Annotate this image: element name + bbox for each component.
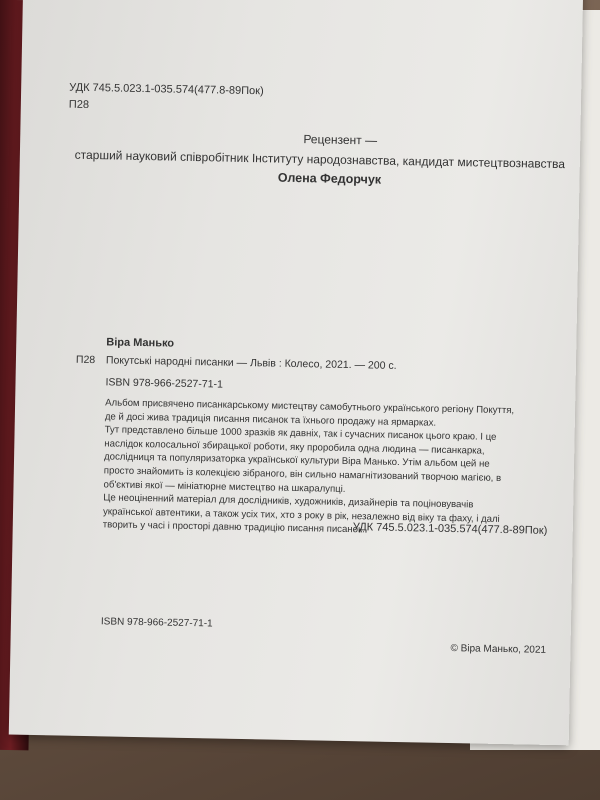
annotation-paragraph: Це неоціненний матеріал для дослідників, художників, дизайнерів та поціновувачів української автентики, а також усіх тих, хто з року в рік, незалежно від віку та фаху, і далі творить у часі і просторі давню традицію писання писанок. [102, 492, 500, 536]
udk-code-bottom: УДК 745.5.023.1-035.574(477.8-89Пок) [352, 521, 548, 537]
annotation [103, 396, 516, 540]
book-page [9, 0, 583, 745]
bibliographic-title: Покутські народні писанки — Львів : Колесо, 2021. — 200 с. [105, 354, 397, 372]
reviewer-title: старший науковий співробітник Інституту народознавства, кандидат мистецтвознавства [74, 147, 566, 172]
udk-code-top: УДК 745.5.023.1-035.574(477.8-89Пок) [69, 81, 264, 98]
annotation-paragraph: Альбом присвячено писанкарському мистецтву самобутнього українського регіону Покуття, де й досі жива традиція писання писанок та їхнього продажу на ярмарках. [104, 397, 515, 429]
author-name: Віра Манько [106, 336, 175, 350]
annotation-paragraph: Тут представлено більше 1000 зразків як давніх, так і сучасних писанок цього краю. І це наслідок колосальної збирацької роботи, яку проробила одна людина — писанкарка, дослідниця та популяризаторка української культури Віра Манько. Утім альбом цей не просто знайомить із колекцією зібраного, він сильно намагнітизований творчою магією, в об'єктиві якої — мініатюрне мистецтво на шкаралупці. [103, 424, 502, 495]
reviewer-name: Олена Федорчук [277, 170, 382, 187]
index-code-bib: П28 [75, 353, 96, 367]
copyright-notice: © Віра Манько, 2021 [450, 643, 547, 656]
isbn-bib: ISBN 978-966-2527-71-1 [105, 376, 223, 391]
isbn-bottom: ISBN 978-966-2527-71-1 [100, 616, 213, 630]
reviewer-label: Рецензент — [303, 132, 378, 148]
index-code-top: П28 [68, 98, 90, 111]
